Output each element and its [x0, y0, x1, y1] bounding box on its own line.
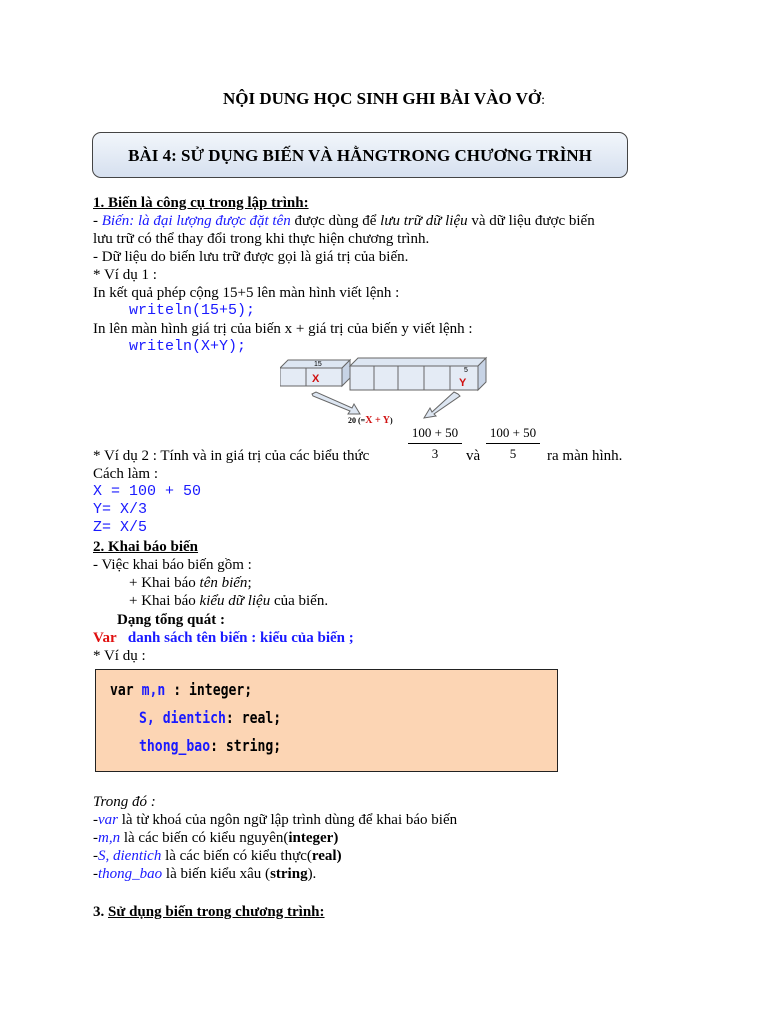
- code-row-1: var m,n : integer;: [110, 680, 253, 699]
- lesson-title-box: [92, 132, 628, 178]
- fig-y-label: Y: [459, 377, 467, 389]
- syntax-text: danh sách tên biến : kiểu của biến ;: [127, 630, 354, 646]
- how-label: Cách làm :: [93, 466, 158, 482]
- code-writeln-2: writeln(X+Y);: [129, 338, 247, 355]
- code-row-2: S, dientich: real;: [139, 708, 282, 727]
- general-form-label: Dạng tổng quát :: [117, 612, 225, 628]
- example1-desc: In kết quả phép cộng 15+5 lên màn hình viết lệnh :: [93, 285, 400, 301]
- fraction-1-numerator: 100 + 50: [411, 425, 459, 440]
- where-line-2: -m,n là các biến có kiểu nguyên(integer): [93, 830, 339, 846]
- lesson-title: BÀI 4: SỬ DỤNG BIẾN VÀ HẰNGTRONG CHƯƠNG TRÌNH: [128, 146, 592, 165]
- fraction-2: [486, 425, 540, 462]
- example-label: * Ví dụ :: [93, 648, 146, 664]
- fraction-2-denominator: 5: [509, 446, 517, 461]
- where-line-1: -var là từ khoá của ngôn ngữ lập trình dùng để khai báo biến: [93, 812, 458, 828]
- where-label: Trong đó :: [93, 794, 156, 810]
- fraction-1-denominator: 3: [431, 446, 439, 461]
- code-example-box: [95, 669, 558, 772]
- code-writeln-1: writeln(15+5);: [129, 302, 256, 319]
- code-row-3: thong_bao: string;: [139, 736, 282, 755]
- where-line-4: -thong_bao là biến kiểu xâu (string).: [93, 866, 317, 882]
- example2-end: ra màn hình.: [547, 448, 623, 464]
- calc-line-2: Y= X/3: [93, 501, 148, 518]
- calc-line-1: X = 100 + 50: [93, 483, 202, 500]
- syntax-line: [93, 629, 354, 647]
- fig-x-value: 15: [314, 361, 322, 368]
- var-keyword: Var: [93, 630, 117, 646]
- calc-line-3: Z= X/5: [93, 519, 148, 536]
- s2-bullet2: + Khai báo kiểu dữ liệu của biến.: [129, 593, 329, 609]
- s2-line1: - Việc khai báo biến gồm :: [93, 557, 252, 573]
- fig-y-value: 5: [464, 367, 468, 374]
- memory-cells-figure: [280, 356, 492, 428]
- s1-line1: - Biến: là đại lượng được đặt tên được dùng để lưu trữ dữ liệu và dữ liệu được biến: [93, 213, 595, 229]
- s2-bullet1: + Khai báo tên biến;: [129, 575, 252, 591]
- fraction-2-numerator: 100 + 50: [489, 425, 537, 440]
- section1-heading: 1. Biến là công cụ trong lập trình:: [93, 195, 309, 211]
- section3-heading: 3. Sử dụng biến trong chương trình:: [93, 904, 325, 920]
- fig-result: 20 (=X + Y): [348, 415, 393, 426]
- fig-x-label: X: [312, 373, 320, 385]
- example1-desc2: In lên màn hình giá trị của biến x + giá trị của biến y viết lệnh :: [93, 321, 473, 337]
- s1-line2: lưu trữ có thể thay đổi trong khi thực hiện chương trình.: [93, 231, 430, 247]
- page-title: NỘI DUNG HỌC SINH GHI BÀI VÀO VỞ:: [222, 89, 546, 108]
- example2-and: và: [466, 448, 481, 464]
- example2-label: * Ví dụ 2 : Tính và in giá trị của các biểu thức: [93, 448, 370, 464]
- example1-label: * Ví dụ 1 :: [93, 267, 157, 283]
- s1-line3: - Dữ liệu do biến lưu trữ được gọi là giá trị của biến.: [93, 249, 409, 265]
- section2-heading: 2. Khai báo biến: [93, 539, 199, 555]
- fraction-1: [408, 425, 462, 462]
- where-line-3: -S, dientich là các biến có kiểu thực(real): [93, 848, 342, 864]
